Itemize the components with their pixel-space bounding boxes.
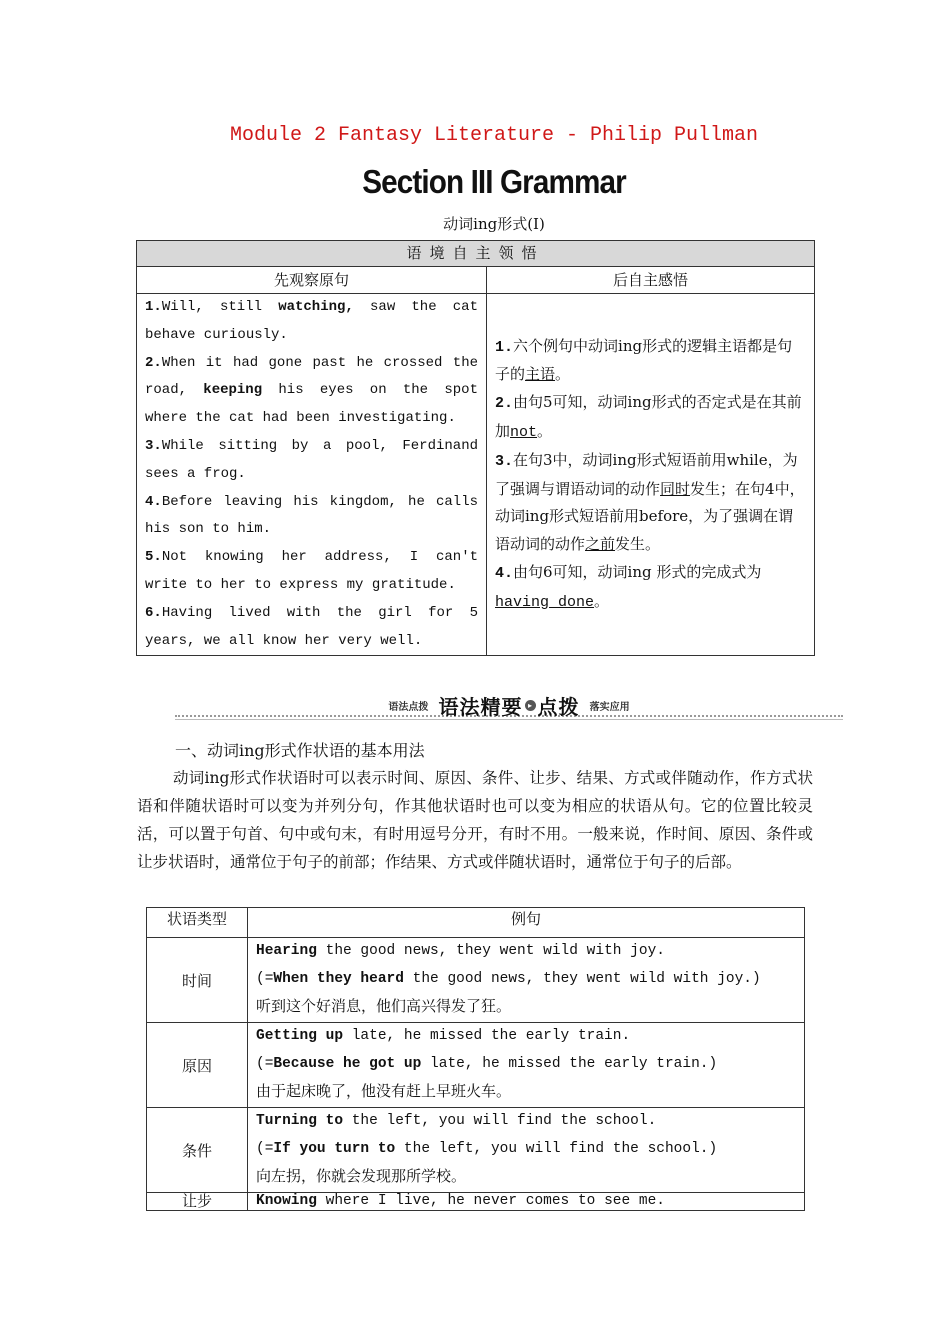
table-row: 让步 Knowing where I live, he never comes to see me. xyxy=(147,1193,805,1211)
adverbial-table xyxy=(146,907,805,1211)
insight-3: 3.在句3中，动词ing形式短语前用while，为了强调与谓语动词的动作同时发生；在句4中，动词ing形式短语前用before，为了强调在谓语动词的动作之前发生。 xyxy=(495,450,805,554)
section-title: Section III Grammar xyxy=(362,163,626,200)
example-sentences xyxy=(137,294,487,656)
arrow-circle-icon: ▸ xyxy=(525,700,536,711)
header-type: 状语类型 xyxy=(147,908,248,938)
table-row: 条件 Turning to the left, you will find the school. (=If you turn to the left, you will find the school.) 向左拐，你就会发现那所学校。 xyxy=(147,1108,805,1193)
column-header-right: 后自主感悟 xyxy=(487,267,815,294)
subtitle: 动词ing形式(Ⅰ) xyxy=(443,215,545,233)
insights xyxy=(487,294,815,656)
insight-1: 1.六个例句中动词ing形式的逻辑主语都是句子的主语。 xyxy=(495,336,793,384)
table-row: 原因 Getting up late, he missed the early train. (=Because he got up late, he missed the early train.) 由于起床晚了，他没有赶上早班火车。 xyxy=(147,1023,805,1108)
observation-table xyxy=(136,240,815,656)
sentence-3: 3.While sitting by a pool, Ferdinand sees a frog. xyxy=(145,437,478,482)
insight-2: 2.由句5可知，动词ing形式的否定式是在其前加not。 xyxy=(495,393,802,442)
table-band-heading: 语境自主领悟 xyxy=(137,241,815,267)
sentence-1: 1.Will, still watching, saw the cat behave curiously. xyxy=(145,299,478,343)
header-example: 例句 xyxy=(248,908,805,938)
table-row: 时间 Hearing the good news, they went wild with joy. (=When they heard the good news, they went wild with joy.) 听到这个好消息，他们高兴得发了狂。 xyxy=(147,938,805,1023)
sentence-4: 4.Before leaving his kingdom, he calls his son to him. xyxy=(145,493,478,538)
sentence-6: 6.Having lived with the girl for 5 years, we all know her very well. xyxy=(145,604,478,649)
sentence-2: 2.When it had gone past he crossed the road, keeping his eyes on the spot where the cat had been investigating. xyxy=(145,354,478,427)
sentence-5: 5.Not knowing her address, I can't write to her to express my gratitude. xyxy=(145,549,478,593)
section-heading: 一、动词ing形式作状语的基本用法 xyxy=(175,741,425,760)
banner-main-2: 点拨 xyxy=(537,695,580,719)
section-paragraph: 动词ing形式作状语时可以表示时间、原因、条件、让步、结果、方式或伴随动作，作方式状语和伴随状语时可以变为并列分句，作其他状语时也可以变为相应的状语从句。它的位置比较灵活，可以置于句首、句中或句末，有时用逗号分开，有时不用。一般来说，作时间、原因、条件或让步状语时，通常位于句子的前部；作结果、方式或伴随状语时，通常位于句子的后部。 xyxy=(137,769,813,871)
insight-4: 4.由句6可知，动词ing 形式的完成式为having done。 xyxy=(495,563,762,611)
column-header-left: 先观察原句 xyxy=(137,267,487,294)
banner-right-label: 落实应用 xyxy=(589,702,630,713)
banner-left-label: 语法点拨 xyxy=(388,702,429,713)
section-banner xyxy=(175,688,843,728)
module-title: Module 2 Fantasy Literature - Philip Pullman xyxy=(229,124,759,147)
banner-main-1: 语法精要 xyxy=(438,695,523,719)
